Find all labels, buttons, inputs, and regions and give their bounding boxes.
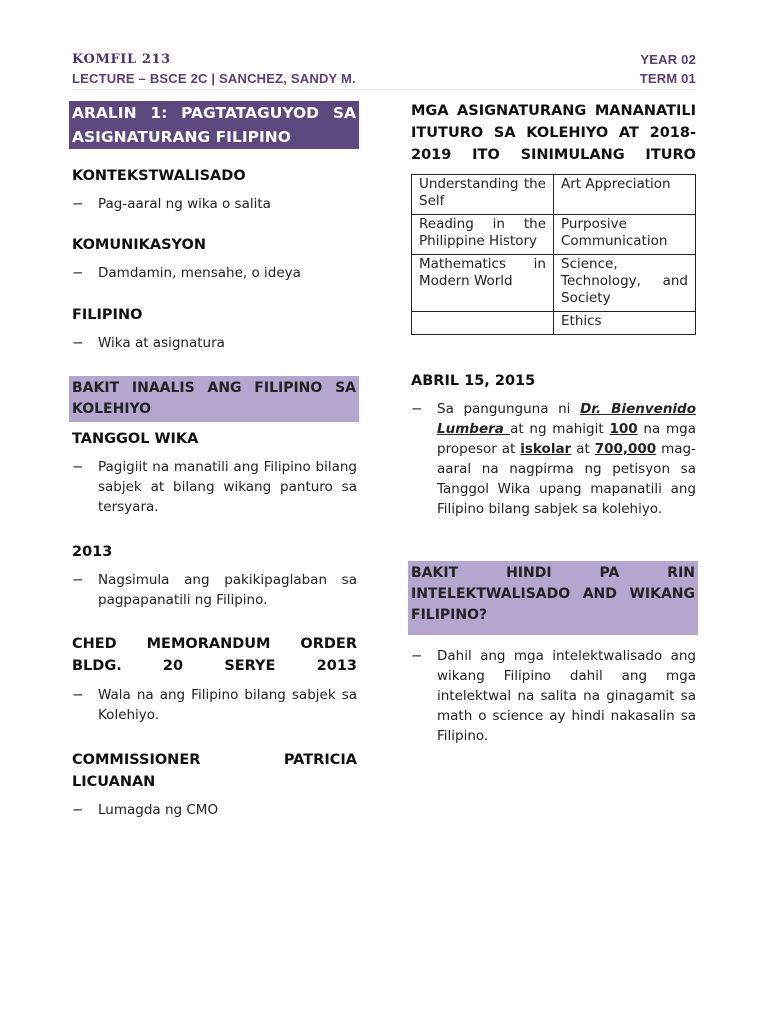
lesson-title: [69, 101, 359, 149]
table-cell: Purposive Communication: [554, 215, 696, 255]
lesson-title-line1: ARALIN 1: PAGTATAGUYOD SA: [72, 104, 356, 122]
term-label: TERM 01: [639, 71, 696, 86]
bullet-item: [72, 457, 357, 517]
emphasis-number: 700,000: [594, 441, 657, 457]
table-cell: Understanding the Self: [412, 175, 554, 215]
bullet-item: [72, 194, 358, 214]
heading-line2: LICUANAN: [72, 774, 156, 790]
bullet-text: Wika at asignatura: [98, 335, 225, 351]
lecture-info: LECTURE – BSCE 2C | SANCHEZ, SANDY M.: [72, 71, 356, 86]
bullet-item: [72, 570, 357, 610]
text-run: at ng mahigit: [510, 421, 610, 437]
bullet-dash: −: [72, 459, 84, 475]
bullet-dash: −: [72, 802, 84, 818]
header-divider: [72, 89, 696, 90]
subtitle-box: [69, 376, 359, 422]
text-run: na mga propesor at: [437, 421, 696, 457]
bullet-item: [72, 333, 358, 353]
bullet-text: Wala na ang Filipino bilang sabjek sa Kolehiyo.: [98, 687, 357, 723]
bullet-dash: −: [411, 401, 423, 417]
text-run: mag-aaral na nagpirma ng petisyon sa Tanggol Wika upang mapanatili ang Filipino bilang sabjek sa kolehiyo.: [437, 441, 696, 517]
table-row: [412, 175, 696, 215]
table-row: [412, 312, 696, 335]
subtitle-line1: BAKIT INAALIS ANG FILIPINO SA: [72, 380, 356, 396]
text-run: Sa pangunguna ni: [437, 401, 581, 417]
person-name: Dr. Bienvenido Lumbera: [437, 401, 696, 437]
table-cell: Science, Technology, and Society: [554, 255, 696, 312]
page-header: [72, 50, 696, 88]
bullet-text: Pag-aaral ng wika o salita: [98, 196, 271, 212]
text-run: at: [571, 441, 595, 457]
emphasis-word: iskolar: [520, 441, 572, 457]
table-row: [412, 215, 696, 255]
table-cell: [412, 312, 554, 335]
section-heading: TANGGOL WIKA: [72, 431, 199, 447]
table-cell: Reading in the Philippine History: [412, 215, 554, 255]
subjects-table: [411, 174, 696, 335]
year-label: YEAR 02: [640, 52, 696, 67]
bullet-item: [411, 646, 696, 746]
bullet-text: Lumagda ng CMO: [98, 802, 219, 818]
section-heading: KOMUNIKASYON: [72, 237, 206, 253]
subtitle-box: BAKIT HINDI PA RIN INTELEKTWALISADO AND WIKANG FILIPINO?: [408, 561, 698, 635]
section-heading: [72, 749, 357, 793]
section-heading: KONTEKSTWALISADO: [72, 168, 246, 184]
bullet-dash: −: [72, 265, 84, 281]
bullet-text: Nagsimula ang pakikipaglaban sa pagpapanatili ng Filipino.: [98, 572, 357, 608]
course-code: KOMFIL 213: [72, 52, 171, 67]
table-cell: Art Appreciation: [554, 175, 696, 215]
bullet-dash: −: [411, 648, 423, 664]
table-row: [412, 255, 696, 312]
lesson-title-line2: ASIGNATURANG FILIPINO: [72, 128, 291, 146]
bullet-text: Pagigiit na manatili ang Filipino bilang sabjek at bilang wikang panturo sa tersyara.: [98, 459, 357, 515]
bullet-dash: −: [72, 687, 84, 703]
date-heading: ABRIL 15, 2015: [411, 373, 536, 389]
subtitle-line2: KOLEHIYO: [72, 401, 152, 417]
bullet-text: Damdamin, mensahe, o ideya: [98, 265, 301, 281]
section-heading: 2013: [72, 544, 113, 560]
emphasis-number: 100: [609, 421, 638, 437]
bullet-dash: −: [72, 196, 84, 212]
bullet-item: [72, 800, 357, 820]
subjects-heading: MGA ASIGNATURANG MANANATILI ITUTURO SA KOLEHIYO AT 2018-2019 ITO SINIMULANG ITURO: [411, 103, 696, 163]
bullet-dash: −: [72, 572, 84, 588]
bullet-item: [72, 685, 357, 725]
table-cell: Ethics: [554, 312, 696, 335]
section-heading: CHED MEMORANDUM ORDER BLDG. 20 SERYE 2013: [72, 636, 357, 674]
bullet-text: Dahil ang mga intelektwalisado ang wikang Filipino dahil ang mga intelektwal na salita na ginagamit sa math o science ay hindi nakasalin sa Filipino.: [437, 648, 696, 744]
heading-line1: COMMISSIONER PATRICIA: [72, 752, 357, 768]
bullet-item: [72, 263, 358, 283]
bullet-dash: −: [72, 335, 84, 351]
section-heading: FILIPINO: [72, 307, 143, 323]
table-cell: Mathematics in Modern World: [412, 255, 554, 312]
bullet-item: [411, 399, 696, 519]
